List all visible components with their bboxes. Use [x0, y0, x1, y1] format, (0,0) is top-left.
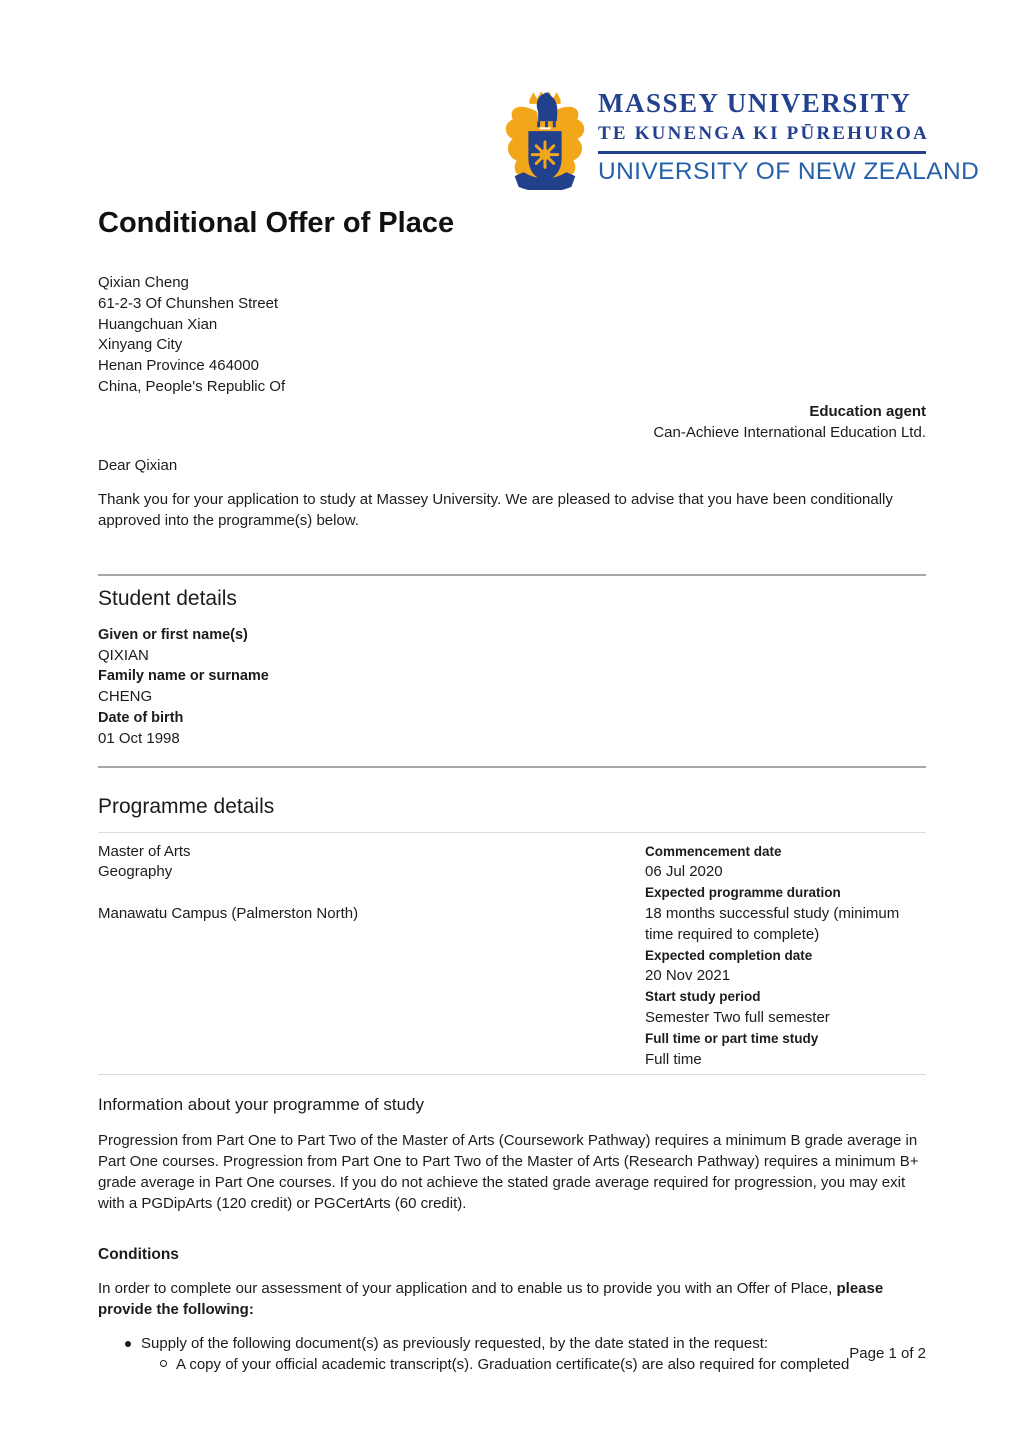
conditions-intro — [98, 1278, 926, 1320]
list-item — [98, 1333, 926, 1354]
bullet-icon — [125, 1341, 131, 1347]
conditions-intro-bold: please provide the following: — [98, 1279, 884, 1318]
programme-subject: Geography — [98, 863, 173, 881]
logo-divider — [598, 151, 926, 154]
field-value: CHENG — [98, 688, 153, 706]
field-label: Given or first name(s) — [98, 626, 248, 643]
programme-info-heading: Information about your programme of study — [98, 1094, 424, 1114]
education-agent-label: Education agent — [809, 402, 926, 420]
field-value: 18 months successful study (minimum time required to complete) — [645, 904, 900, 943]
programme-column — [98, 842, 618, 925]
salutation: Dear Qixian — [98, 456, 178, 474]
address-line: Huangchuan Xian — [98, 315, 218, 333]
field-label: Expected programme duration — [645, 885, 841, 901]
field-value: Full time — [645, 1050, 702, 1068]
field-value: QIXIAN — [98, 646, 149, 664]
field-value: Semester Two full semester — [645, 1008, 830, 1026]
address-line: Xinyang City — [98, 336, 183, 354]
bullet-text: Supply of the following document(s) as previously requested, by the date stated in the request: — [141, 1334, 769, 1352]
address-line: Qixian Cheng — [98, 274, 189, 291]
programme-name: Master of Arts — [98, 842, 191, 860]
section-divider — [98, 574, 926, 576]
conditions-list — [98, 1333, 926, 1375]
page-number: Page 1 of 2 — [849, 1345, 926, 1362]
programme-campus: Manawatu Campus (Palmerston North) — [98, 904, 359, 922]
programme-details-heading: Programme details — [98, 794, 275, 818]
sub-bullet-icon — [160, 1360, 167, 1367]
field-value: 20 Nov 2021 — [645, 967, 731, 985]
programme-details-grid — [98, 842, 926, 1066]
recipient-address — [98, 273, 926, 398]
university-maori-name: TE KUNENGA KI PŪREHUROA — [598, 123, 929, 144]
programme-info-paragraph: Progression from Part One to Part Two of the Master of Arts (Coursework Pathway) requires a minimum B grade average in Part One courses. Progression from Part One to Part Two of the Master of Arts (Research Pathway) requires a minimum B+ grade average in Part One courses. If you do not achieve the stated grade average required for progression, you may exit with a PGDipArts (120 credit) or PGCertArts (60 credit). — [98, 1131, 919, 1212]
field-value: 06 Jul 2020 — [645, 863, 723, 881]
field-label: Date of birth — [98, 709, 184, 726]
field-label: Commencement date — [645, 843, 782, 859]
heading-divider — [98, 832, 926, 833]
massey-crest-icon — [502, 88, 588, 195]
university-logo — [98, 0, 980, 195]
conditions-heading: Conditions — [98, 1245, 179, 1263]
sub-bullet-text: A copy of your official academic transcript(s). Graduation certificate(s) are also required for completed — [176, 1355, 850, 1373]
section-divider — [98, 766, 926, 768]
address-line: Henan Province 464000 — [98, 357, 259, 375]
section-divider — [98, 1074, 926, 1075]
education-agent-block — [98, 401, 926, 443]
intro-paragraph: Thank you for your application to study at Massey University. We are pleased to advise that you have been conditionally approved into the programme(s) below. — [98, 490, 893, 529]
field-label: Start study period — [645, 989, 761, 1005]
university-tagline: UNIVERSITY OF NEW ZEALAND — [598, 158, 980, 185]
address-line: 61-2-3 Of Chunshen Street — [98, 294, 279, 312]
education-agent-value: Can-Achieve International Education Ltd. — [653, 423, 926, 441]
student-details-fields — [98, 625, 926, 750]
field-label: Full time or part time study — [645, 1030, 819, 1046]
list-item — [98, 1354, 926, 1375]
address-line: China, People's Republic Of — [98, 377, 286, 395]
field-value: 01 Oct 1998 — [98, 729, 180, 747]
page-title: Conditional Offer of Place — [98, 207, 455, 239]
programme-dates-column — [645, 842, 926, 1071]
university-name: MASSEY UNIVERSITY — [598, 88, 912, 118]
conditions-intro-text: In order to complete our assessment of your application and to enable us to provide you with an Offer of Place, — [98, 1279, 837, 1297]
field-label: Expected completion date — [645, 947, 813, 963]
student-details-heading: Student details — [98, 586, 237, 610]
field-label: Family name or surname — [98, 668, 269, 685]
